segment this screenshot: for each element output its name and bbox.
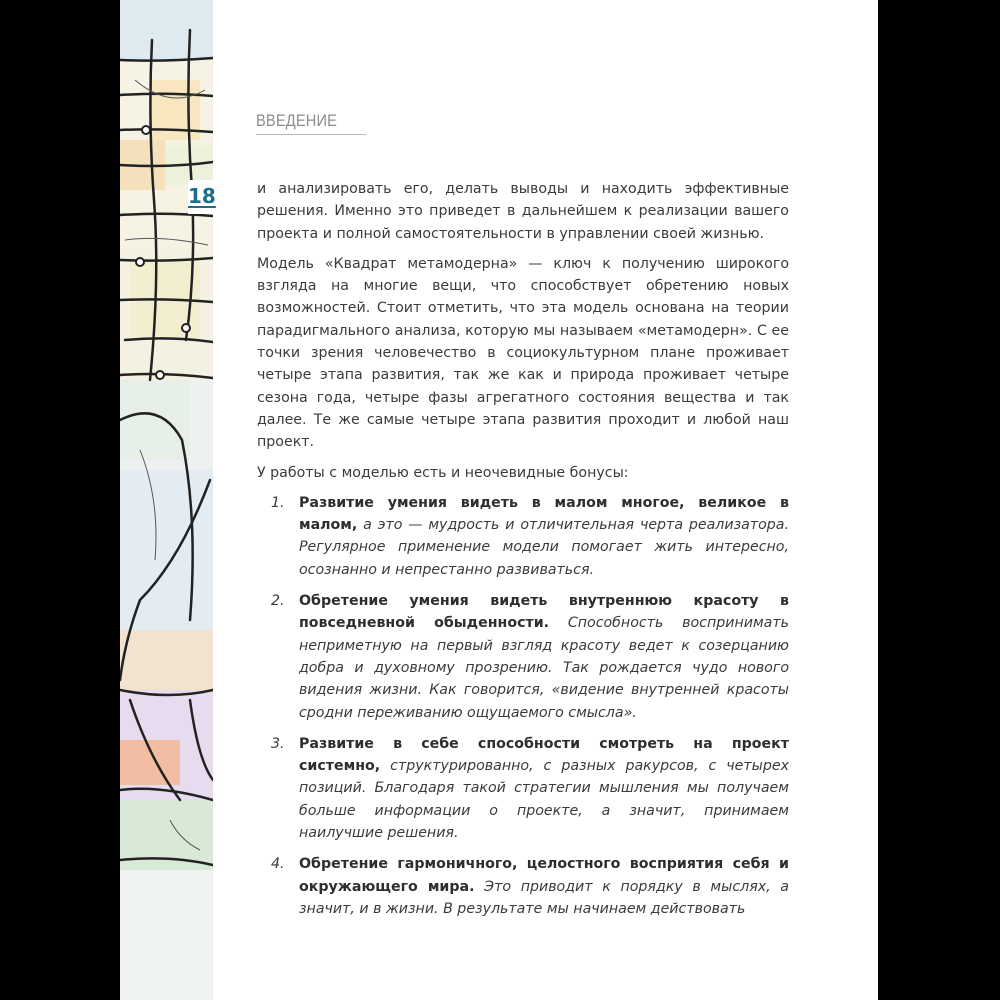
list-item: [257, 733, 789, 844]
body-text: [257, 178, 789, 929]
decorative-illustration: [120, 0, 213, 1000]
paragraph: и анализировать его, делать выводы и находить эффективные решения. Именно это приведет в дальнейшем к реализации вашего проекта и полной самостоятельности в управлении своей жизнью.: [257, 181, 789, 242]
list-number: 1.: [271, 494, 285, 511]
list-item-text: Это приводит к порядку в мыслях, а значит, и в жизни. В результате мы начинаем действовать: [299, 878, 790, 917]
list-item-heading: Развитие умения видеть в малом многое, великое в малом,: [299, 494, 789, 534]
list-item-heading: Развитие в себе способности смотреть на проект системно,: [299, 735, 789, 775]
list-item-text: а это — мудрость и отличительная черта реализатора. Регулярное применение модели помогает жить интересно, осознанно и непрестанно развиваться.: [299, 517, 789, 578]
list-item: [257, 492, 789, 581]
list-number: 4.: [271, 856, 285, 873]
section-title: ВВЕДЕНИЕ: [256, 111, 366, 135]
list-number: 3.: [271, 735, 285, 752]
list-item: [257, 853, 789, 920]
page-number: 18: [188, 180, 216, 214]
book-page: [120, 0, 878, 1000]
paragraph: У работы с моделью есть и неочевидные бонусы:: [257, 464, 629, 481]
paragraph: Модель «Квадрат метамодерна» — ключ к получению широкого взгляда на многие вещи, что способствует обретению новых возможностей. Стоит отметить, что эта модель основана на теории парадигмального анализа, которую мы называем «метамодерн». С ее точки зрения человечество в социокультурном плане проживает четыре этапа развития, так же как и природа проживает четыре сезона года, четыре фазы агрегатного состояния вещества и так далее. Те же самые четыре этапа развития проходит и любой наш проект.: [257, 255, 789, 451]
list-number: 2.: [271, 593, 285, 610]
list-item-text: Способность воспринимать неприметную на первый взгляд красоту ведет к созерцанию добра и духовному прозрению. Так рождается чудо нового видения жизни. Как говорится, «видение внутренней красоты сродни переживанию ощущаемого смысла».: [299, 615, 789, 721]
bonus-list: [257, 492, 789, 920]
list-item-text: структурированно, с разных ракурсов, с четырех позиций. Благодаря такой стратегии мышления мы получаем больше информации о проекте, а значит, принимаем наилучшие решения.: [299, 758, 789, 842]
list-item-heading: Обретение гармоничного, целостного восприятия себя и окружающего мира.: [299, 856, 789, 895]
list-item: [257, 590, 789, 724]
list-item-heading: Обретение умения видеть внутреннюю красоту в повседневной обыденности.: [299, 593, 789, 632]
